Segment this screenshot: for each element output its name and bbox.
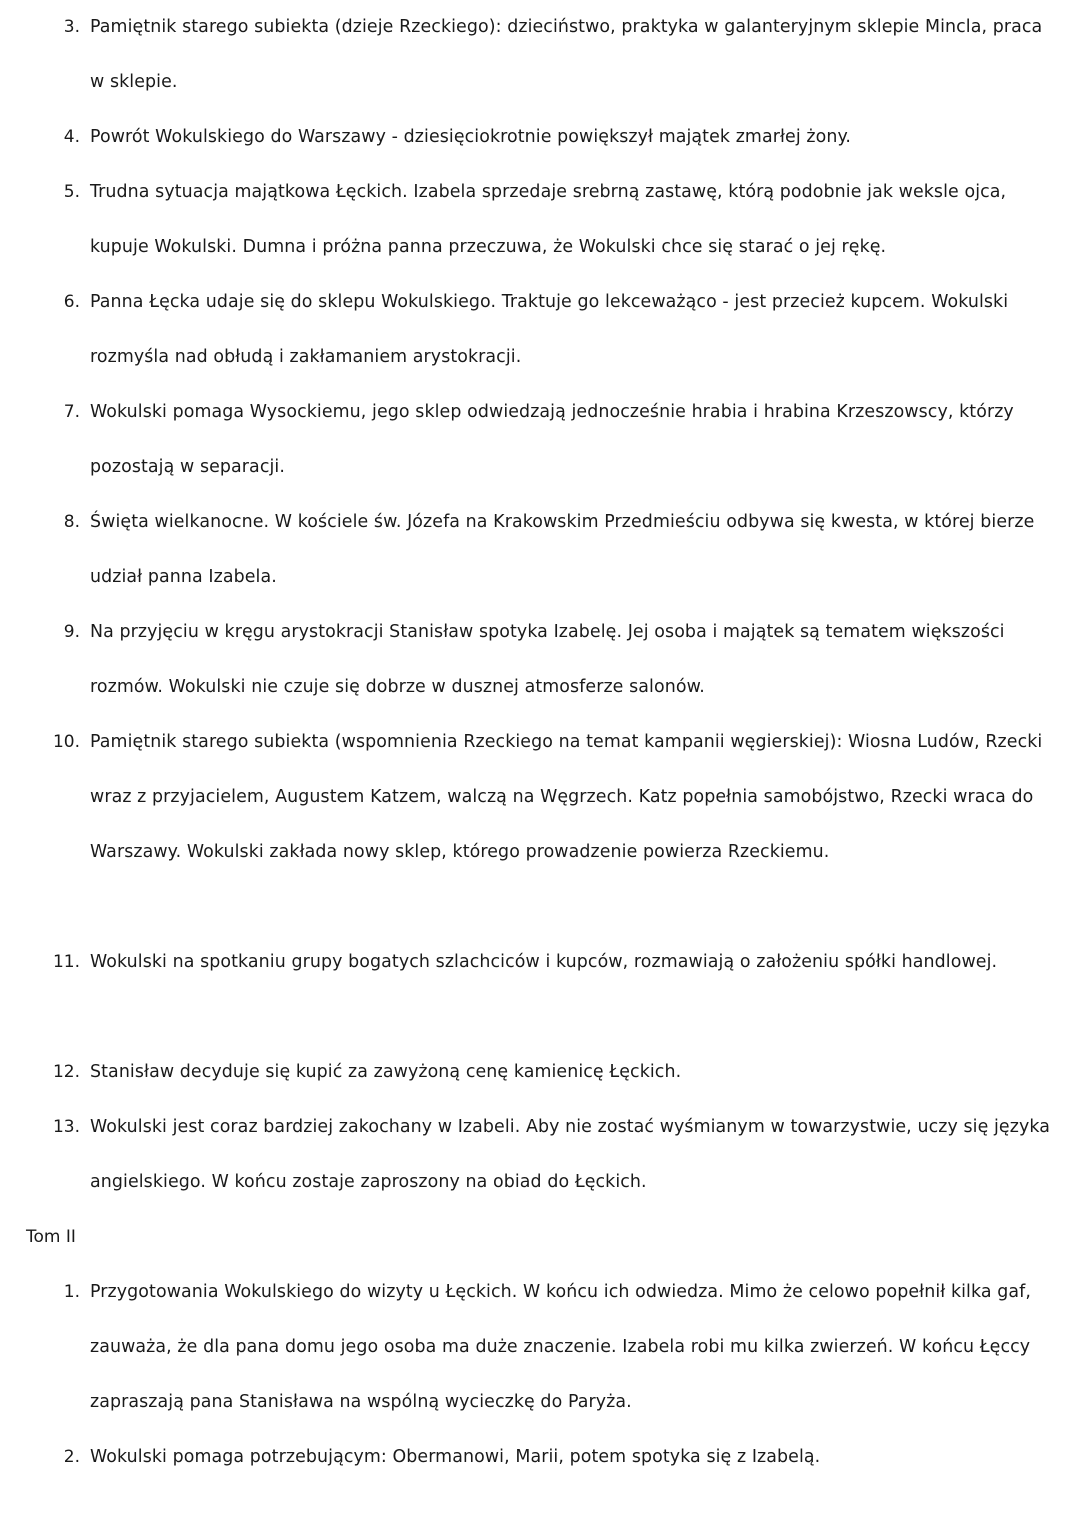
item-number: 4. [63, 127, 80, 147]
item-text: Stanisław decyduje się kupić za zawyżoną cenę kamienicę Łęckich. [90, 1062, 682, 1082]
item-number: 2. [63, 1447, 80, 1467]
item-text: Wokulski pomaga potrzebującym: Obermanowi, Marii, potem spotyka się z Izabelą. [90, 1447, 821, 1467]
item-number: 12. [52, 1062, 80, 1082]
item-text: Wokulski na spotkaniu grupy bogatych szlachciców i kupców, rozmawiają o założeniu spółki handlowej. [90, 952, 998, 972]
item-text: Wokulski pomaga Wysockiemu, jego sklep odwiedzają jednocześnie hrabia i hrabina Krzeszowscy, którzy pozostają w separacji. [90, 402, 1014, 477]
item-text: Trudna sytuacja majątkowa Łęckich. Izabela sprzedaje srebrną zastawę, którą podobnie jak weksle ojca, kupuje Wokulski. Dumna i próżna panna przeczuwa, że Wokulski chce się starać o jej rękę. [90, 182, 1007, 257]
item-number: 13. [52, 1117, 80, 1137]
item-number: 9. [63, 622, 80, 642]
item-text: Wokulski jest coraz bardziej zakochany w Izabeli. Aby nie zostać wyśmianym w towarzystwie, uczy się języka angielskiego. W końcu zostaje zaproszony na obiad do Łęckich. [90, 1117, 1050, 1192]
item-text: Pamiętnik starego subiekta (wspomnienia Rzeckiego na temat kampanii węgierskiej): Wiosna Ludów, Rzecki wraz z przyjacielem, Augustem Katzem, walczą na Węgrzech. Katz popełnia samobójstwo, Rzecki wraca do Warszawy. Wokulski zakłada nowy sklep, którego prowadzenie powierza Rzeckiemu. [90, 732, 1043, 862]
item-number: 1. [63, 1282, 80, 1302]
item-number: 8. [63, 512, 80, 532]
item-number: 10. [52, 732, 80, 752]
item-number: 3. [63, 17, 80, 37]
section-heading: Tom II [26, 1227, 76, 1247]
item-text: Święta wielkanocne. W kościele św. Józefa na Krakowskim Przedmieściu odbywa się kwesta, w której bierze udział panna Izabela. [90, 512, 1035, 587]
item-number: 5. [63, 182, 80, 202]
item-text: Na przyjęciu w kręgu arystokracji Stanisław spotyka Izabelę. Jej osoba i majątek są tematem większości rozmów. Wokulski nie czuje się dobrze w dusznej atmosferze salonów. [90, 622, 1005, 697]
item-number: 11. [52, 952, 80, 972]
item-text: Panna Łęcka udaje się do sklepu Wokulskiego. Traktuje go lekceważąco - jest przecież kupcem. Wokulski rozmyśla nad obłudą i zakłamaniem arystokracji. [90, 292, 1009, 367]
item-number: 6. [63, 292, 80, 312]
item-text: Przygotowania Wokulskiego do wizyty u Łęckich. W końcu ich odwiedza. Mimo że celowo popełnił kilka gaf, zauważa, że dla pana domu jego osoba ma duże znaczenie. Izabela robi mu kilka zwierzeń. W końcu Łęccy zapraszają pana Stanisława na wspólną wycieczkę do Paryża. [90, 1282, 1031, 1412]
item-number: 7. [63, 402, 80, 422]
item-text: Powrót Wokulskiego do Warszawy - dziesięciokrotnie powiększył majątek zmarłej żony. [90, 127, 852, 147]
item-text: Pamiętnik starego subiekta (dzieje Rzeckiego): dzieciństwo, praktyka w galanteryjnym sklepie Mincla, praca w sklepie. [90, 17, 1043, 92]
